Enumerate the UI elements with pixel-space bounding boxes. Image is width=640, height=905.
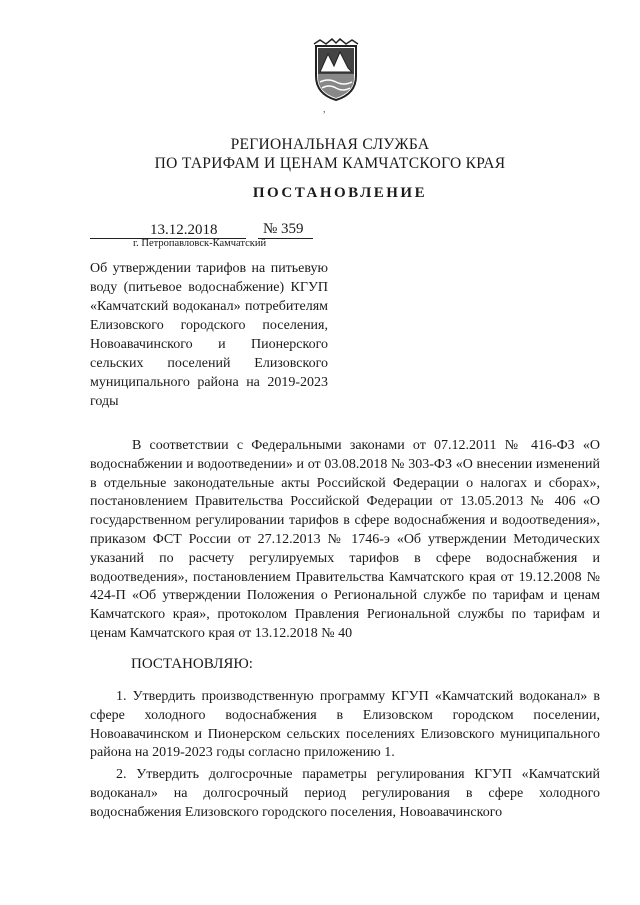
org-name-line2: ПО ТАРИФАМ И ЦЕНАМ КАМЧАТСКОГО КРАЯ xyxy=(154,155,506,172)
document-date: 13.12.2018 xyxy=(150,222,218,238)
document-city: г. Петропавловск-Камчатский xyxy=(133,238,267,249)
document-type-title: ПОСТАНОВЛЕНИЕ xyxy=(252,185,428,201)
scan-mark: , xyxy=(323,104,326,115)
preamble-paragraph: В соответствии с Федеральными законами от 07.12.2011 № 416-ФЗ «О водоснабжении и водоотведении» и от 03.08.2018 № 303-ФЗ «О внесении изменений в отдельные законодательные акты Российской Федерации о налогах и сборах», постановлением Правительства Российской Федерации от 13.05.2013 № 406 «О государственном регулировании тарифов в сфере водоснабжения и водоотведения», приказом ФСТ России от 27.12.2013 № 1746-э «Об утверждении Методических указаний по расчету регулируемых тарифов в сфере водоснабжения и водоотведения», постановлением Правительства Камчатского края от 19.12.2008 № 424-П «Об утверждении Положения о Региональной службе по тарифам и ценам Камчатского края», протоколом Правления Региональной службы по тарифам и ценам Камчатского края от 13.12.2018 № 40 xyxy=(90,438,600,641)
number-underline xyxy=(258,238,313,239)
org-name-line1: РЕГИОНАЛЬНАЯ СЛУЖБА xyxy=(230,136,430,153)
decree-item-2: 2. Утвердить долгосрочные параметры регулирования КГУП «Камчатский водоканал» на долгосрочный период регулирования в сфере холодного водоснабжения Елизовского городского поселения, Новоавачинского xyxy=(90,767,600,820)
document-number: № 359 xyxy=(263,221,304,237)
decree-word: ПОСТАНОВЛЯЮ: xyxy=(131,656,253,672)
decree-item-1: 1. Утвердить производственную программу КГУП «Камчатский водоканал» в сфере холодного водоснабжения в Елизовском городском поселении, Новоавачинском и Пионерском сельских поселениях Елизовского муниципального района на 2019-2023 годы согласно приложению 1. xyxy=(90,689,600,761)
coat-of-arms-icon xyxy=(312,38,360,102)
document-subject: Об утверждении тарифов на питьевую воду (питьевое водоснабжение) КГУП «Камчатский водоканал» потребителям Елизовского городского поселения, Новоавачинского и Пионерского сельских поселений Елизовского муниципального района на 2019-2023 годы xyxy=(90,261,328,409)
